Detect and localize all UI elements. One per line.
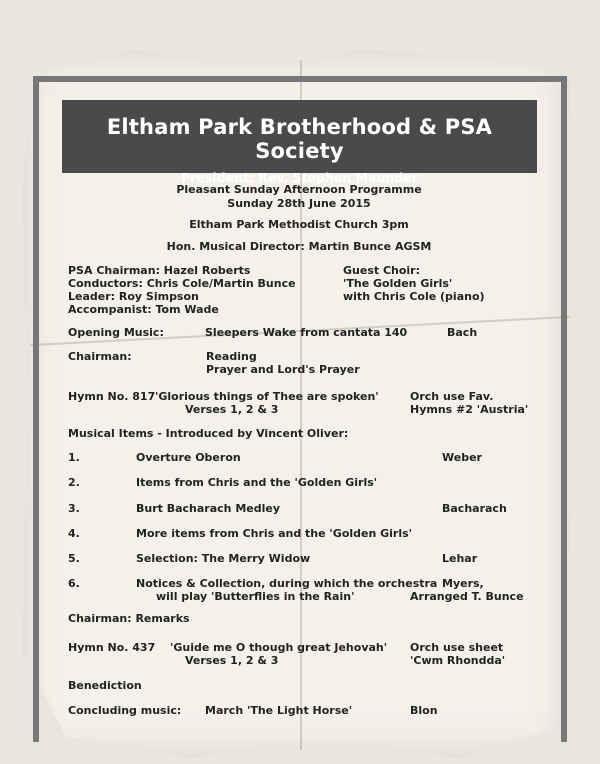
hymn1-tune: Hymns #2 'Austria'	[410, 403, 529, 416]
leader: Leader: Roy Simpson	[68, 290, 199, 303]
item-composer: Myers,	[442, 577, 484, 590]
chairman-prayer: Prayer and Lord's Prayer	[206, 363, 360, 376]
opening-piece: Sleepers Wake from cantata 140	[205, 326, 408, 339]
item-number: 6.	[68, 577, 80, 590]
musical-items-heading: Musical Items - Introduced by Vincent Oliver:	[68, 427, 349, 440]
concluding-piece: March 'The Light Horse'	[205, 704, 353, 717]
accompanist: Accompanist: Tom Wade	[68, 303, 219, 316]
society-title: Eltham Park Brotherhood & PSA Society	[106, 115, 493, 163]
programme-venue: Eltham Park Methodist Church 3pm	[189, 218, 409, 231]
hymn2-orch: Orch use sheet	[410, 641, 504, 654]
item-composer: Weber	[442, 451, 482, 464]
hymn1-verses: Verses 1, 2 & 3	[185, 403, 279, 416]
hymn2-verses: Verses 1, 2 & 3	[185, 654, 279, 667]
chairman-label: Chairman:	[68, 350, 132, 363]
item-arranger: Arranged T. Bunce	[410, 590, 524, 603]
president-line: President: Rev. Stephen Maunder	[181, 170, 418, 185]
item-number: 5.	[68, 552, 80, 565]
item-number: 2.	[68, 476, 80, 489]
conductors: Conductors: Chris Cole/Martin Bunce	[68, 277, 296, 290]
hymn2-number: Hymn No. 437	[68, 641, 156, 654]
programme-date: Sunday 28th June 2015	[227, 197, 371, 210]
guest-choir-label: Guest Choir:	[343, 264, 421, 277]
title-banner	[62, 100, 537, 185]
hymn1-number: Hymn No. 817	[68, 390, 156, 403]
item-text: Burt Bacharach Medley	[136, 502, 281, 515]
opening-composer: Bach	[447, 326, 478, 339]
item-number: 4.	[68, 527, 80, 540]
hymn1-title: 'Glorious things of Thee are spoken'	[155, 390, 379, 403]
item-text-continued: will play 'Butterflies in the Rain'	[156, 590, 355, 603]
hymn1-orch: Orch use Fav.	[410, 390, 494, 403]
hymn2-tune: 'Cwm Rhondda'	[410, 654, 506, 667]
chairman-reading: Reading	[206, 350, 257, 363]
item-text: Overture Oberon	[136, 451, 241, 464]
benediction: Benediction	[68, 679, 142, 692]
item-composer: Lehar	[442, 552, 478, 565]
concluding-composer: Blon	[410, 704, 438, 717]
opening-label: Opening Music:	[68, 326, 164, 339]
guest-choir-with: with Chris Cole (piano)	[343, 290, 485, 303]
item-composer: Bacharach	[442, 502, 507, 515]
chairman-remarks: Chairman: Remarks	[68, 612, 190, 625]
hymn2-title: 'Guide me O though great Jehovah'	[170, 641, 388, 654]
item-number: 3.	[68, 502, 80, 515]
programme-title: Pleasant Sunday Afternoon Programme	[176, 183, 422, 196]
concluding-label: Concluding music:	[68, 704, 182, 717]
item-text: Selection: The Merry Widow	[136, 552, 311, 565]
psa-chairman: PSA Chairman: Hazel Roberts	[68, 264, 251, 277]
item-number: 1.	[68, 451, 80, 464]
item-text: Notices & Collection, during which the orchestra	[136, 577, 438, 590]
item-text: More items from Chris and the 'Golden Girls'	[136, 527, 413, 540]
guest-choir-name: 'The Golden Girls'	[343, 277, 453, 290]
musical-director: Hon. Musical Director: Martin Bunce AGSM	[166, 240, 432, 253]
item-text: Items from Chris and the 'Golden Girls'	[136, 476, 378, 489]
